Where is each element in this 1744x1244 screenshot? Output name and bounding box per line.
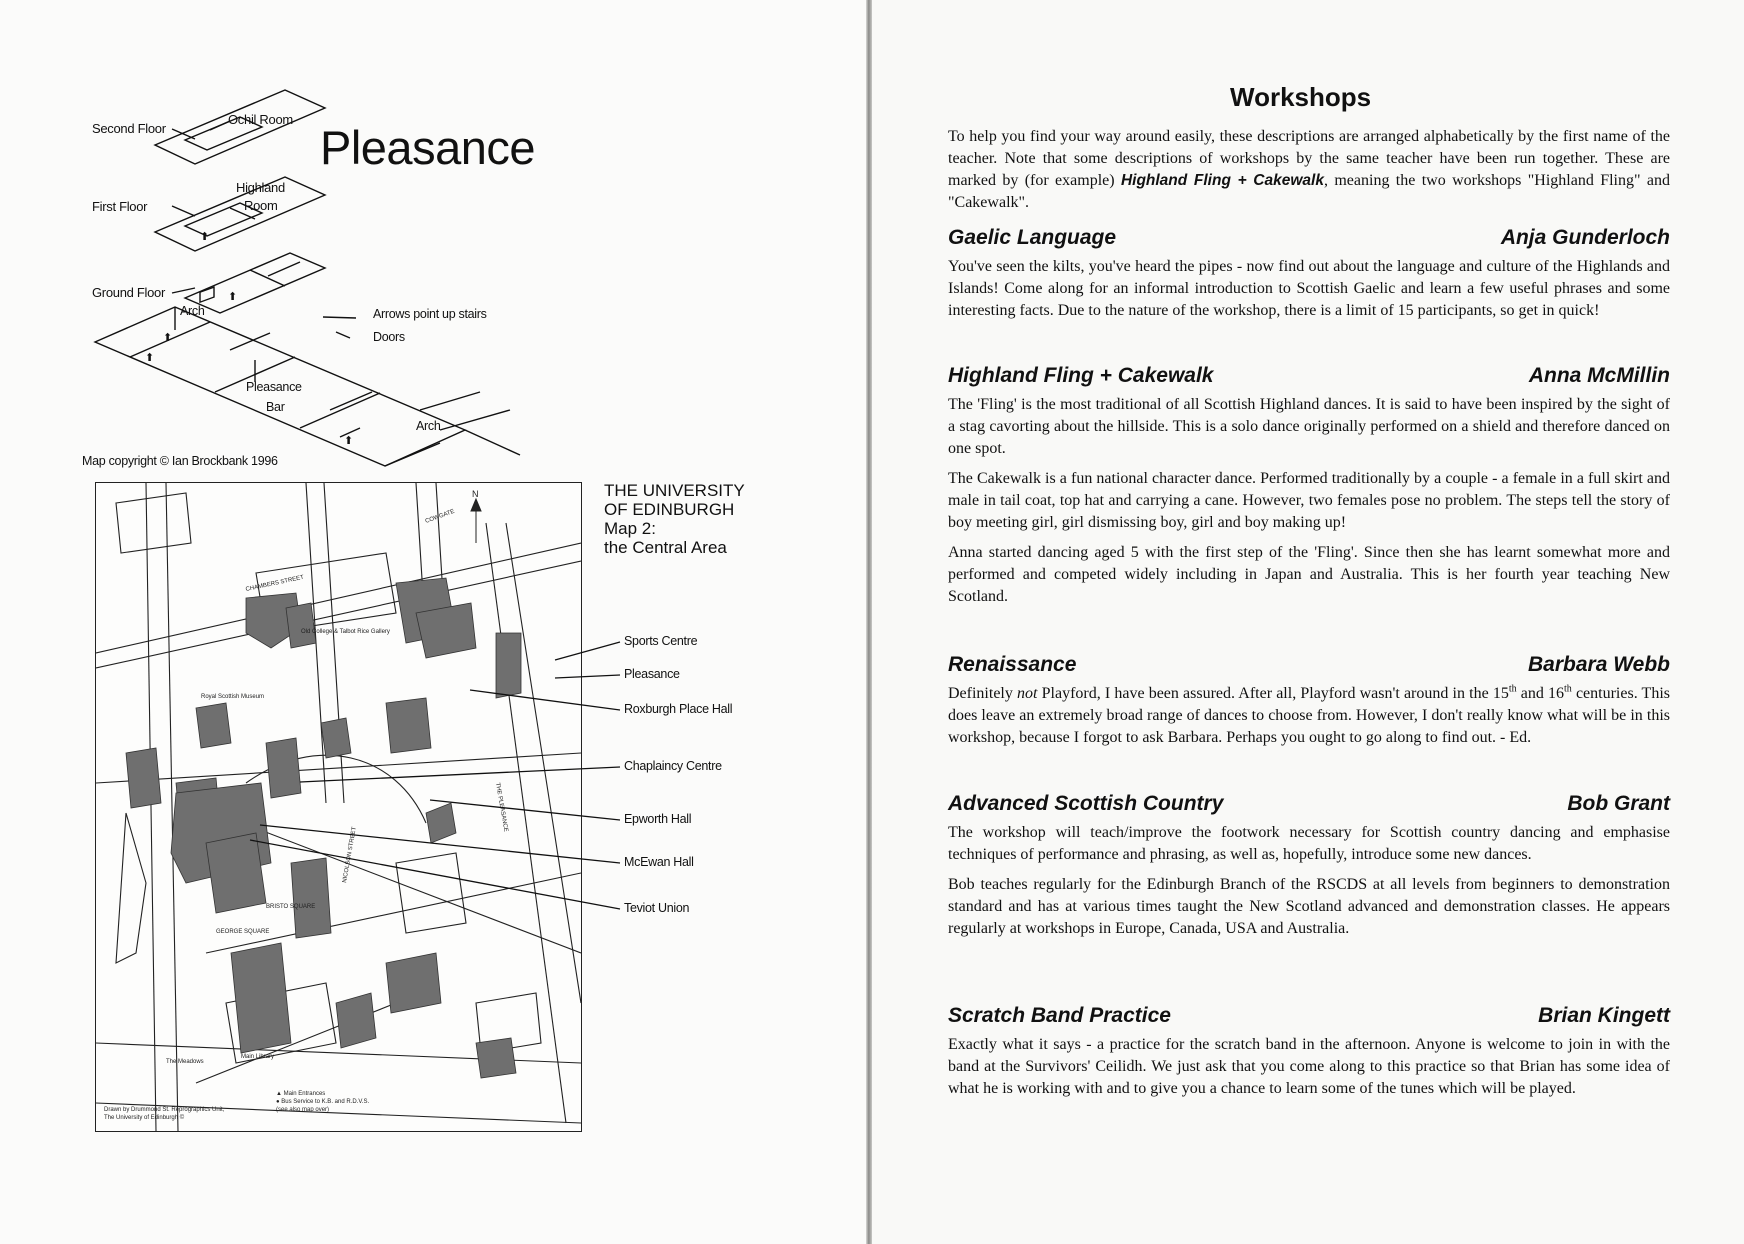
second-floor-label: Second Floor <box>92 121 166 136</box>
highland-room-label-2: Room <box>244 198 278 213</box>
map-key-1: ▲ Main Entrances <box>276 1091 326 1097</box>
workshop-heading <box>948 653 1670 677</box>
ochil-room-label: Ochil Room <box>228 112 293 127</box>
workshop-paragraph: The 'Fling' is the most traditional of all Scottish Highland dances. It is said to have been inspired by the sight of a stag cavorting about the hillside. This is a solo dance originally performed on a shield and therefore danced on one spot. <box>948 396 1670 457</box>
venue-chaplaincy-centre: Chaplaincy Centre <box>624 759 722 773</box>
workshop-name: Renaissance <box>948 653 1077 676</box>
workshop-description <box>948 683 1670 749</box>
workshop-heading <box>948 364 1670 388</box>
george-square-label: GEORGE SQUARE <box>216 929 270 935</box>
legend-arrows-label: Arrows point up stairs <box>373 307 487 321</box>
main-library-label: Main Library <box>241 1054 275 1060</box>
workshop-name: Gaelic Language <box>948 226 1117 249</box>
venue-sports-centre: Sports Centre <box>624 634 698 648</box>
ground-floor-label: Ground Floor <box>92 285 165 300</box>
intro-text-2: , meaning the two workshops "Highland Fling" and "Cakewalk". <box>948 172 1671 211</box>
workshop-renaissance <box>948 653 1670 757</box>
royal-museum-label: Royal Scottish Museum <box>201 694 265 700</box>
workshop-heading <box>948 226 1670 250</box>
intro-example: Highland Fling + Cakewalk <box>1120 172 1324 189</box>
workshop-paragraph: The workshop will teach/improve the footwork necessary for Scottish country dancing and emphasise techniques of performance and phrasing, as well as, hopefully, introduce some new dances. <box>948 824 1670 863</box>
map-footer-1: Drawn by Drummond St. Reprographics Unit, <box>104 1107 225 1113</box>
svg-text:⬆: ⬆ <box>145 352 155 364</box>
workshop-paragraph: The Cakewalk is a fun national character dance. Performed traditionally by a couple - a female in a full skirt and male in tail coat, top hat and carrying a cane. However, two females pose no problem. The steps tell the story of boy meeting girl, girl dismissing boy, girl and boy making up! <box>948 470 1670 531</box>
bristo-label: BRISTO SQUARE <box>266 904 316 910</box>
cowgate-label: COWGATE <box>424 508 456 525</box>
workshop-description <box>948 1034 1670 1100</box>
university-map-title-line-2: OF EDINBURGH <box>604 500 735 519</box>
workshop-advanced-scottish-country <box>948 792 1670 948</box>
legend-doors-label: Doors <box>373 330 405 344</box>
workshop-name: Advanced Scottish Country <box>948 792 1224 815</box>
svg-text:⬆: ⬆ <box>344 435 354 447</box>
first-floor-label: First Floor <box>92 199 148 214</box>
highland-room-label-1: Highland <box>236 180 285 195</box>
workshop-teacher: Brian Kingett <box>1538 1004 1670 1027</box>
workshop-scratch-band-practice <box>948 1004 1670 1108</box>
pleasance-road-label: THE PLEASANCE <box>494 782 509 833</box>
map-key-3: (see also map over) <box>276 1107 330 1113</box>
meadows-label: The Meadows <box>166 1059 204 1065</box>
svg-text:⬆: ⬆ <box>200 231 210 243</box>
workshop-name: Scratch Band Practice <box>948 1004 1171 1027</box>
map-key-2: ● Bus Service to K.B. and R.D.V.S. <box>276 1099 370 1105</box>
workshop-teacher: Anja Gunderloch <box>1500 226 1670 249</box>
workshop-paragraph: Bob teaches regularly for the Edinburgh Branch of the RSCDS at all levels from beginners to demonstration standard and has at various times taught the New Scotland advanced and demonstration classes. He appears regularly at workshops in Europe, Canada, USA and Australia. <box>948 876 1670 937</box>
pleasance-bar-label-2: Bar <box>266 400 285 414</box>
university-map-title-line-3: Map 2: <box>604 519 656 538</box>
venue-roxburgh-place-hall: Roxburgh Place Hall <box>624 702 733 716</box>
old-college-label: Old College & Talbot Rice Gallery <box>301 629 390 635</box>
arch-right-label: Arch <box>416 419 441 433</box>
venue-leader-lines <box>0 0 868 1244</box>
workshop-heading <box>948 1004 1670 1028</box>
workshop-paragraph: Exactly what it says - a practice for the scratch band in the afternoon. Anyone is welcome to join in with the band at the Survivors' Ceilidh. We just ask that you come along to this practice so that Brian has some idea of what he is working with and to give you a chance to learn some of the tunes which will be played. <box>948 1036 1670 1097</box>
chambers-street-label: CHAMBERS STREET <box>245 574 305 593</box>
workshop-description <box>948 394 1670 608</box>
arch-left-label: Arch <box>180 304 205 318</box>
svg-text:⬆: ⬆ <box>228 291 238 303</box>
workshop-paragraph: You've seen the kilts, you've heard the pipes - now find out about the language and culture of the Highlands and Islands! Come along for an informal introduction to Scottish Gaelic and learn a few useful phrases and some interesting facts. Due to the nature of the workshop, there is a limit of 15 participants, so get in quick! <box>948 258 1670 319</box>
pleasance-title: Pleasance <box>320 121 535 174</box>
workshop-description <box>948 822 1670 940</box>
workshop-teacher: Bob Grant <box>1567 792 1670 815</box>
north-label: N <box>472 489 479 499</box>
intro-text-1: To help you find your way around easily, these descriptions are arranged alphabetically by the first name of the teacher. Note that some descriptions of workshops by the same teacher have been run together. These are marked by (for example) <box>948 128 1670 189</box>
workshops-intro <box>948 126 1670 214</box>
workshop-heading <box>948 792 1670 816</box>
map-footer-2: The University of Edinburgh © <box>104 1115 185 1121</box>
workshop-paragraph: Definitely not Playford, I have been assured. After all, Playford wasn't around in the 15th and 16th centuries. This does leave an extremely broad range of dances to choose from. However, I don't really know what will be in this workshop, because I forgot to ask Barbara. Perhaps you ought to go along to find out. - Ed. <box>948 683 1670 746</box>
university-map-title-line-1: THE UNIVERSITY <box>604 481 745 500</box>
pleasance-bar-label-1: Pleasance <box>246 380 302 394</box>
nicolson-street-label: NICOLSON STREET <box>342 826 358 884</box>
emphasis-not: not <box>1017 685 1038 702</box>
workshop-teacher: Anna McMillin <box>1528 364 1670 387</box>
workshops-title: Workshops <box>1230 82 1372 112</box>
venue-mcewan-hall: McEwan Hall <box>624 855 694 869</box>
venue-teviot-union: Teviot Union <box>624 901 690 915</box>
workshop-gaelic-language <box>948 226 1670 330</box>
svg-text:⬆: ⬆ <box>163 332 173 344</box>
map-copyright: Map copyright © Ian Brockbank 1996 <box>82 454 278 468</box>
workshop-description <box>948 256 1670 322</box>
workshop-highland-fling-cakewalk <box>948 364 1670 616</box>
left-page <box>0 0 868 1244</box>
workshop-teacher: Barbara Webb <box>1528 653 1670 676</box>
university-map-title-line-4: the Central Area <box>604 538 727 557</box>
workshop-paragraph: Anna started dancing aged 5 with the first step of the 'Fling'. Since then she has learnt somewhat more and performed and competed widely including in Japan and Australia. This is her fourth year teaching New Scotland. <box>948 544 1670 605</box>
venue-epworth-hall: Epworth Hall <box>624 812 692 826</box>
venue-pleasance: Pleasance <box>624 667 680 681</box>
university-map-title <box>604 481 804 557</box>
workshop-name: Highland Fling + Cakewalk <box>948 364 1214 387</box>
